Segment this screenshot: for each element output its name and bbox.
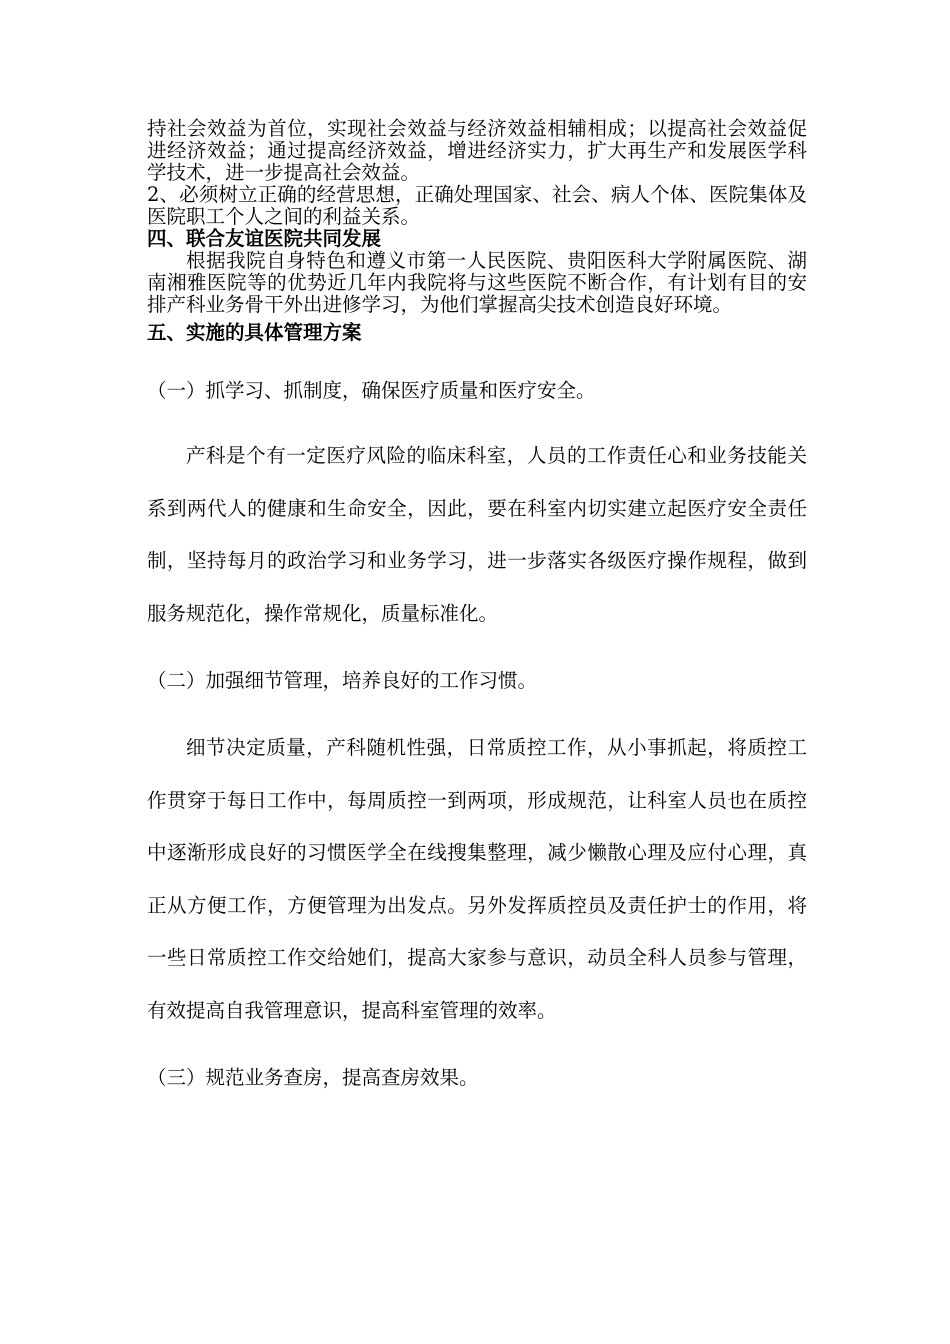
subheading-1: （一）抓学习、抓制度，确保医疗质量和医疗安全。 bbox=[147, 379, 596, 402]
paragraph-section-4: 根据我院自身特色和遵义市第一人民医院、贵阳医科大学附属医院、湖南湘雅医院等的优势近几年内我院将与这些医院不断合作，有计划有目的安排产科业务骨干外出进修学习，为他们掌握高尖技术创造良好环境。 bbox=[147, 249, 807, 316]
heading-section-4: 四、联合友谊医院共同发展 bbox=[147, 227, 382, 250]
paragraph-social-benefit: 持社会效益为首位，实现社会效益与经济效益相辅相成；以提高社会效益促进经济效益；通过提高经济效益，增进经济实力，扩大再生产和发展医学科学技术，进一步提高社会效益。 bbox=[147, 117, 807, 184]
heading-section-5: 五、实施的具体管理方案 bbox=[147, 321, 362, 344]
document-page bbox=[147, 118, 807, 1091]
subheading-2: （二）加强细节管理，培养良好的工作习惯。 bbox=[147, 669, 538, 692]
paragraph-subsection-1: 产科是个有一定医疗风险的临床科室，人员的工作责任心和业务技能关系到两代人的健康和生命安全，因此，要在科室内切实建立起医疗安全责任制，坚持每月的政治学习和业务学习，进一步落实各级医疗操作规程，做到服务规范化，操作常规化，质量标准化。 bbox=[147, 444, 807, 625]
paragraph-subsection-2: 细节决定质量，产科随机性强，日常质控工作，从小事抓起，将质控工作贯穿于每日工作中，每周质控一到两项，形成规范，让科室人员也在质控中逐渐形成良好的习惯医学全在线搜集整理，减少懒散心理及应付心理，真正从方便工作，方便管理为出发点。另外发挥质控员及责任护士的作用，将一些日常质控工作交给她们，提高大家参与意识，动员全科人员参与管理，有效提高自我管理意识，提高科室管理的效率。 bbox=[147, 736, 807, 1022]
subheading-3: （三）规范业务查房，提高查房效果。 bbox=[147, 1066, 479, 1089]
paragraph-item-2: 2、必须树立正确的经营思想，正确处理国家、社会、病人个体、医院集体及医院职工个人之间的利益关系。 bbox=[147, 183, 807, 228]
